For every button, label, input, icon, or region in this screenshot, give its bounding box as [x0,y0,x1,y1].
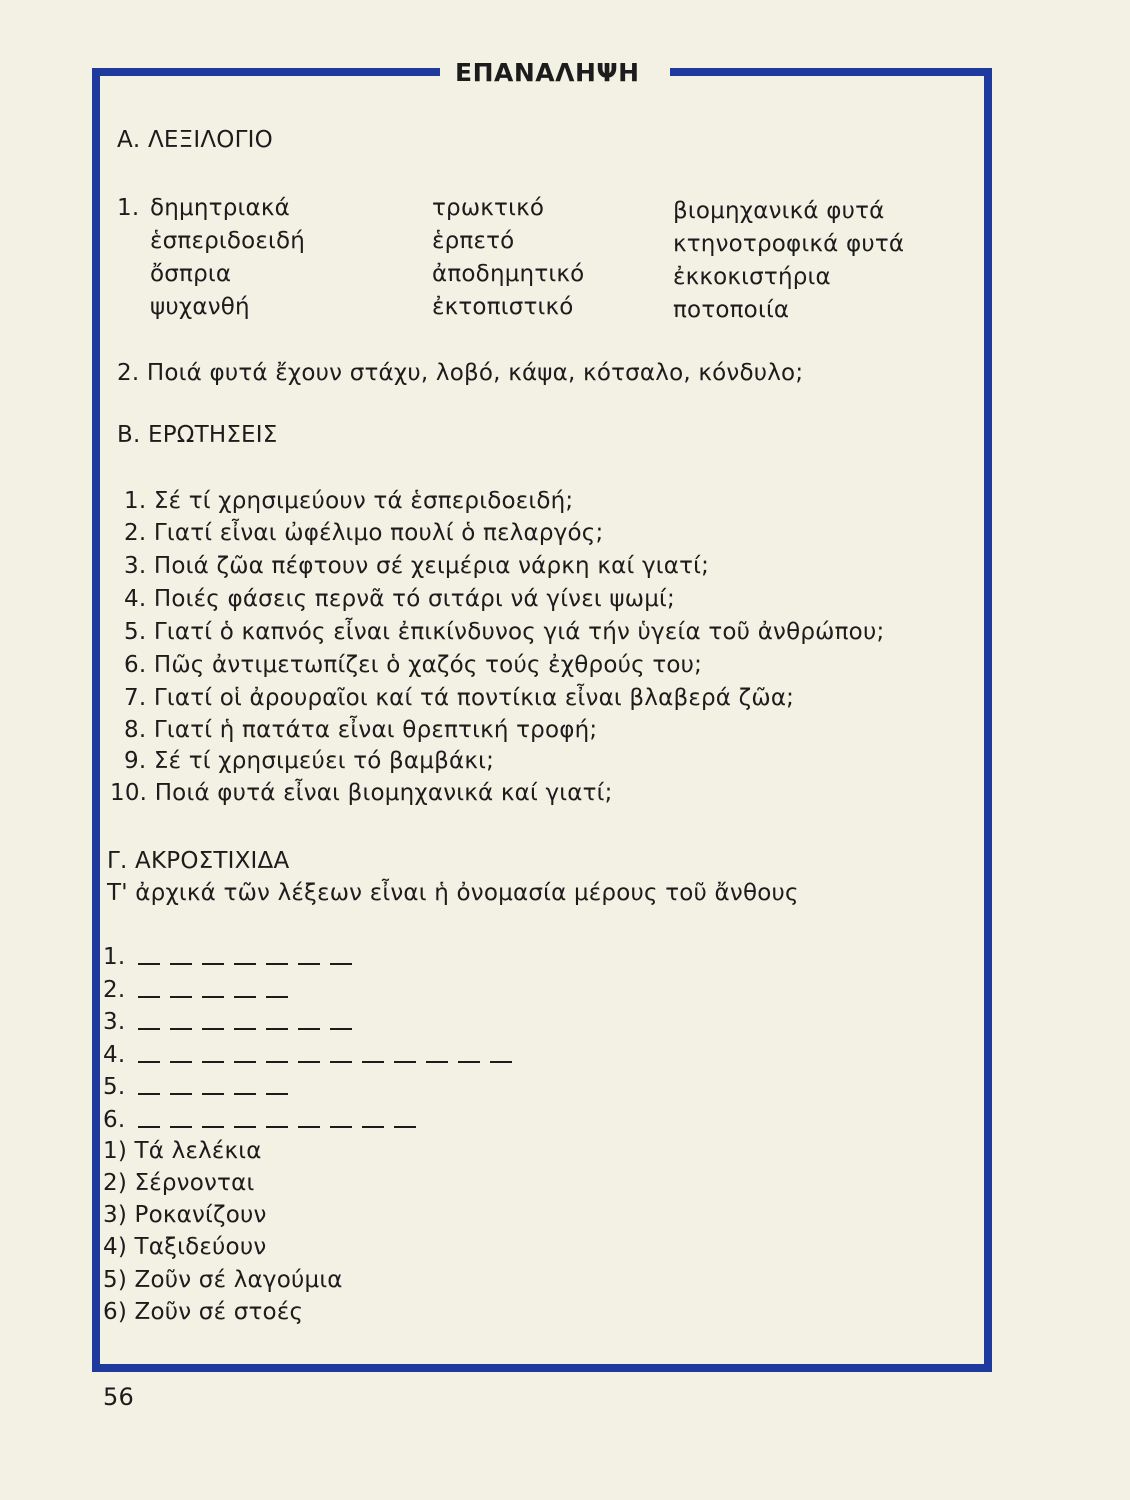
vocab-word: ἑσπεριδοειδή [150,228,306,254]
letter-blank [330,1061,352,1063]
letter-blank [394,1061,416,1063]
vocab-word: βιομηχανικά φυτά [673,198,885,224]
letter-blank [202,963,224,965]
vocab-word: ἀποδημητικό [432,261,585,287]
letter-blank [138,1061,160,1063]
letter-blank [234,996,256,998]
letter-blank [138,1028,160,1030]
letter-blank [234,1093,256,1095]
clue: 2) Σέρνονται [103,1170,255,1196]
clue: 4) Ταξιδεύουν [103,1234,267,1260]
vocab-word: ἑρπετό [432,228,515,254]
question: 4. Ποιές φάσεις περνᾶ τό σιτάρι νά γίνει ψωμί; [124,586,675,612]
question: 1. Σέ τί χρησιμεύουν τά ἑσπεριδοειδή; [124,488,574,514]
section-b-heading: Β. ΕΡΩΤΗΣΕΙΣ [117,422,278,448]
letter-blank [202,996,224,998]
clue: 3) Ροκανίζουν [103,1202,267,1228]
letter-blank [138,996,160,998]
letter-blank [490,1061,512,1063]
vocab-word: τρωκτικό [432,195,545,221]
section-c-heading: Γ. ΑΚΡΟΣΤΙΧΙΔΑ [107,848,290,874]
letter-blank [266,963,288,965]
letter-blank [330,1126,352,1128]
letter-blank [458,1061,480,1063]
acrostic-blank-row [138,1074,298,1100]
letter-blank [330,1028,352,1030]
letter-blank [170,996,192,998]
vocab-word: δημητριακά [150,195,290,221]
letter-blank [298,1028,320,1030]
letter-blank [138,1093,160,1095]
vocab-item-number: 1. [117,195,140,221]
letter-blank [170,1093,192,1095]
acrostic-row-label: 2. [103,976,126,1003]
vocab-word: ὄσπρια [150,261,232,287]
acrostic-blank-row [138,1009,362,1035]
letter-blank [362,1061,384,1063]
letter-blank [362,1126,384,1128]
question: 10. Ποιά φυτά εἶναι βιομηχανικά καί γιατί; [110,780,613,806]
acrostic-instruction: Τ' ἀρχικά τῶν λέξεων εἶναι ἡ ὀνομασία μέρους τοῦ ἄνθους [107,880,799,906]
question: 5. Γιατί ὁ καπνός εἶναι ἐπικίνδυνος γιά τήν ὑγεία τοῦ ἀνθρώπου; [124,619,885,645]
letter-blank [202,1093,224,1095]
letter-blank [234,1028,256,1030]
letter-blank [394,1126,416,1128]
acrostic-blank-row [138,977,298,1003]
letter-blank [266,1061,288,1063]
acrostic-row-label: 1. [103,944,126,970]
letter-blank [170,1061,192,1063]
letter-blank [138,1126,160,1128]
letter-blank [298,1061,320,1063]
question: 9. Σέ τί χρησιμεύει τό βαμβάκι; [124,748,495,774]
letter-blank [426,1061,448,1063]
acrostic-row-label: 3. [103,1009,126,1035]
vocab-word: κτηνοτροφικά φυτά [673,231,905,257]
letter-blank [234,1061,256,1063]
acrostic-row-label: 4. [103,1041,126,1068]
letter-blank [266,1028,288,1030]
letter-blank [266,1093,288,1095]
letter-blank [170,963,192,965]
acrostic-blank-row [138,1042,522,1068]
acrostic-blank-row [138,1107,426,1133]
question: 2. Γιατί εἶναι ὠφέλιμο πουλί ὁ πελαργός; [124,520,604,546]
vocab-word: ἐκτοπιστικό [432,294,574,320]
question: 3. Ποιά ζῶα πέφτουν σέ χειμέρια νάρκη καί γιατί; [124,553,710,579]
letter-blank [234,963,256,965]
letter-blank [202,1028,224,1030]
question: 6. Πῶς ἀντιμετωπίζει ὁ χαζός τούς ἐχθρούς του; [124,652,703,678]
clue: 1) Τά λελέκια [103,1138,262,1164]
vocab-word: ποτοποιία [673,297,790,323]
letter-blank [202,1126,224,1128]
letter-blank [330,963,352,965]
letter-blank [138,963,160,965]
letter-blank [266,996,288,998]
letter-blank [298,1126,320,1128]
clue: 6) Ζοῦν σέ στοές [103,1299,304,1325]
letter-blank [266,1126,288,1128]
section-a-heading: Α. ΛΕΞΙΛΟΓΙΟ [117,127,273,153]
page-title: ΕΠΑΝΑΛΗΨΗ [455,58,640,87]
question: 7. Γιατί οἱ ἀρουραῖοι καί τά ποντίκια εἶναι βλαβερά ζῶα; [124,685,795,711]
vocab-word: ψυχανθή [150,294,250,320]
page-number: 56 [103,1383,134,1411]
vocab-question: 2. Ποιά φυτά ἔχουν στάχυ, λοβό, κάψα, κότσαλο, κόνδυλο; [117,360,804,386]
acrostic-row-label: 5. [103,1074,126,1100]
clue: 5) Ζοῦν σέ λαγούμια [103,1267,343,1293]
vocab-word: ἐκκοκιστήρια [673,264,831,290]
acrostic-blank-row [138,944,362,970]
letter-blank [234,1126,256,1128]
letter-blank [202,1061,224,1063]
letter-blank [298,963,320,965]
letter-blank [170,1126,192,1128]
question: 8. Γιατί ἡ πατάτα εἶναι θρεπτική τροφή; [124,717,598,743]
acrostic-row-label: 6. [103,1106,126,1133]
letter-blank [170,1028,192,1030]
